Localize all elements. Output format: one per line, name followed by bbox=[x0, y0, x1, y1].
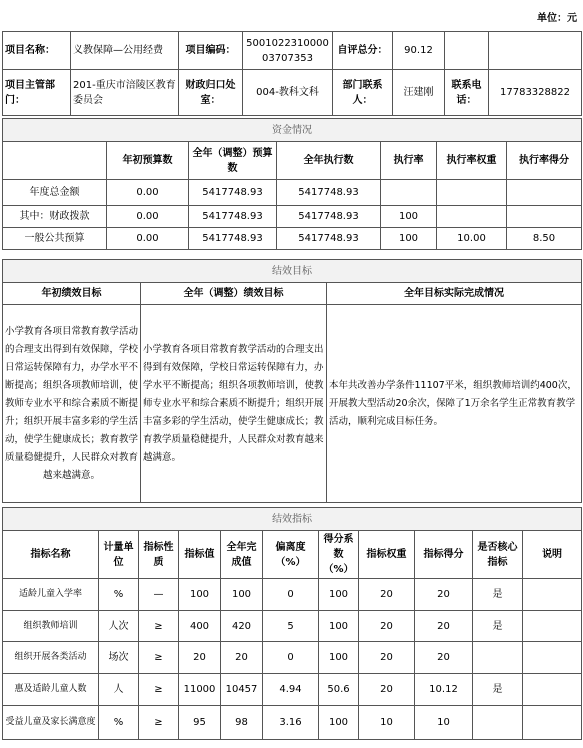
empty-cell bbox=[489, 32, 582, 70]
unit-label: 单位：元 bbox=[537, 13, 577, 24]
indicator-cell: 400 bbox=[179, 611, 221, 642]
indicator-cell bbox=[523, 579, 582, 611]
contact-label: 部门联系人： bbox=[333, 70, 393, 116]
indicator-cell: 人 bbox=[99, 674, 139, 706]
indicator-cell: 11000 bbox=[179, 674, 221, 706]
indicator-cell: 20 bbox=[359, 579, 415, 611]
indicator-header: 得分系数（%） bbox=[319, 531, 359, 579]
indicator-cell bbox=[473, 706, 523, 740]
indicator-cell bbox=[523, 706, 582, 740]
indicator-cell: 是 bbox=[473, 579, 523, 611]
indicator-cell: 20 bbox=[415, 579, 473, 611]
goals-header: 全年（调整）绩效目标 bbox=[141, 283, 327, 305]
funds-cell: 5417748.93 bbox=[189, 228, 277, 250]
project-code-label: 项目编码： bbox=[179, 32, 243, 70]
funds-cell: 100 bbox=[381, 228, 437, 250]
indicator-cell bbox=[523, 674, 582, 706]
project-code: 500102231000003707353 bbox=[243, 32, 333, 70]
funds-header: 全年（调整）预算数 bbox=[189, 142, 277, 180]
indicator-cell: 20 bbox=[359, 611, 415, 642]
goals-table bbox=[2, 259, 582, 503]
goals-section-title: 结效目标 bbox=[3, 260, 582, 283]
empty-cell bbox=[3, 142, 107, 180]
funds-cell: 0.00 bbox=[107, 180, 189, 206]
funds-row-label: 一般公共预算 bbox=[3, 228, 107, 250]
funds-cell: 5417748.93 bbox=[189, 180, 277, 206]
indicator-cell bbox=[523, 642, 582, 674]
indicator-cell bbox=[523, 611, 582, 642]
indicator-cell: 20 bbox=[179, 642, 221, 674]
indicator-header: 指标权重 bbox=[359, 531, 415, 579]
indicator-header: 全年完成值 bbox=[221, 531, 263, 579]
indicator-header: 偏离度（%） bbox=[263, 531, 319, 579]
funds-cell: 5417748.93 bbox=[277, 206, 381, 228]
indicator-cell: 场次 bbox=[99, 642, 139, 674]
indicator-cell: ≥ bbox=[139, 706, 179, 740]
funds-cell: 5417748.93 bbox=[277, 228, 381, 250]
funds-header: 年初预算数 bbox=[107, 142, 189, 180]
indicator-cell bbox=[473, 642, 523, 674]
funds-cell: 5417748.93 bbox=[277, 180, 381, 206]
indicator-cell: 10.12 bbox=[415, 674, 473, 706]
funds-row-label: 其中：财政拨款 bbox=[3, 206, 107, 228]
funds-cell: 8.50 bbox=[507, 228, 582, 250]
funds-cell: 10.00 bbox=[437, 228, 507, 250]
indicator-cell: 10457 bbox=[221, 674, 263, 706]
indicator-header: 指标性质 bbox=[139, 531, 179, 579]
indicator-cell: 10 bbox=[359, 706, 415, 740]
project-name: 义教保障—公用经费 bbox=[71, 32, 179, 70]
indicator-row bbox=[3, 642, 582, 674]
funds-header: 执行率权重 bbox=[437, 142, 507, 180]
indicator-cell: 20 bbox=[221, 642, 263, 674]
indicator-header: 计量单位 bbox=[99, 531, 139, 579]
project-name-label: 项目名称： bbox=[3, 32, 71, 70]
funds-cell: 100 bbox=[381, 206, 437, 228]
indicator-row bbox=[3, 706, 582, 740]
indicator-cell: 95 bbox=[179, 706, 221, 740]
indicator-cell: % bbox=[99, 579, 139, 611]
funds-header: 执行率得分 bbox=[507, 142, 582, 180]
indicator-cell: ≥ bbox=[139, 674, 179, 706]
funds-table bbox=[2, 118, 582, 250]
funds-cell bbox=[381, 180, 437, 206]
indicator-header: 指标得分 bbox=[415, 531, 473, 579]
phone-value: 17783328822 bbox=[489, 70, 582, 116]
self-score-label: 自评总分： bbox=[333, 32, 393, 70]
funds-cell bbox=[507, 206, 582, 228]
indicator-cell: 100 bbox=[179, 579, 221, 611]
indicator-cell: 20 bbox=[415, 611, 473, 642]
indicator-cell: % bbox=[99, 706, 139, 740]
indicator-cell: 20 bbox=[359, 674, 415, 706]
indicator-cell: 50.6 bbox=[319, 674, 359, 706]
indicator-cell: 0 bbox=[263, 579, 319, 611]
indicator-cell: 5 bbox=[263, 611, 319, 642]
indicator-cell: 100 bbox=[319, 706, 359, 740]
indicator-cell: — bbox=[139, 579, 179, 611]
dept-label: 项目主管部门： bbox=[3, 70, 71, 116]
indicator-cell: 3.16 bbox=[263, 706, 319, 740]
funds-cell: 5417748.93 bbox=[189, 206, 277, 228]
indicator-cell: 100 bbox=[221, 579, 263, 611]
indicator-header: 指标值 bbox=[179, 531, 221, 579]
office-value: 004-教科文科 bbox=[243, 70, 333, 116]
indicator-header: 是否核心指标 bbox=[473, 531, 523, 579]
indicator-name: 受益儿童及家长满意度 bbox=[3, 706, 99, 740]
initial-goal-text: 小学教育各项目常教育教学活动的合理支出得到有效保障，学校日常运转保障有力，办学水平不断提高；组织各项教师培训，使教师专业水平和综合素质不断提升；组织开展丰富多彩的学生活动，使学生健康成长；教育教学质量稳健提升，人民群众对教育越来越满意。 bbox=[3, 305, 141, 503]
indicator-cell: 98 bbox=[221, 706, 263, 740]
goals-header: 年初绩效目标 bbox=[3, 283, 141, 305]
indicator-cell: ≥ bbox=[139, 611, 179, 642]
indicator-name: 组织开展各类活动 bbox=[3, 642, 99, 674]
indicator-row bbox=[3, 579, 582, 611]
indicator-cell: 20 bbox=[415, 642, 473, 674]
indicator-row bbox=[3, 611, 582, 642]
indicator-name: 组织教师培训 bbox=[3, 611, 99, 642]
indicator-cell: 420 bbox=[221, 611, 263, 642]
funds-section-title: 资金情况 bbox=[3, 119, 582, 142]
indicators-table bbox=[2, 507, 582, 740]
indicator-cell: 0 bbox=[263, 642, 319, 674]
indicator-header: 说明 bbox=[523, 531, 582, 579]
funds-cell: 0.00 bbox=[107, 228, 189, 250]
indicator-cell: 100 bbox=[319, 611, 359, 642]
indicator-name: 惠及适龄儿童人数 bbox=[3, 674, 99, 706]
phone-label: 联系电话： bbox=[445, 70, 489, 116]
indicators-section-title: 结效指标 bbox=[3, 508, 582, 531]
goals-header: 全年目标实际完成情况 bbox=[327, 283, 582, 305]
actual-completion-text: 本年共改善办学条件11107平米，组织教师培训约400次，开展教大型活动20余次，保障了1万余名学生正常教育教学活动，顺利完成目标任务。 bbox=[327, 305, 582, 503]
indicator-cell: 20 bbox=[359, 642, 415, 674]
funds-row-label: 年度总金额 bbox=[3, 180, 107, 206]
funds-header: 执行率 bbox=[381, 142, 437, 180]
funds-cell bbox=[437, 180, 507, 206]
funds-cell: 0.00 bbox=[107, 206, 189, 228]
funds-cell bbox=[507, 180, 582, 206]
indicator-cell: 10 bbox=[415, 706, 473, 740]
indicator-name: 适龄儿童入学率 bbox=[3, 579, 99, 611]
funds-cell bbox=[437, 206, 507, 228]
indicator-row bbox=[3, 674, 582, 706]
indicator-cell: 是 bbox=[473, 674, 523, 706]
self-score: 90.12 bbox=[393, 32, 445, 70]
indicator-cell: 是 bbox=[473, 611, 523, 642]
contact-value: 汪建刚 bbox=[393, 70, 445, 116]
indicator-cell: ≥ bbox=[139, 642, 179, 674]
project-info-table bbox=[2, 31, 582, 116]
funds-header: 全年执行数 bbox=[277, 142, 381, 180]
indicator-cell: 人次 bbox=[99, 611, 139, 642]
indicator-header: 指标名称 bbox=[3, 531, 99, 579]
indicator-cell: 100 bbox=[319, 642, 359, 674]
indicator-cell: 4.94 bbox=[263, 674, 319, 706]
dept-value: 201-重庆市涪陵区教育委员会 bbox=[71, 70, 179, 116]
adjusted-goal-text: 小学教育各项目常教育教学活动的合理支出得到有效保障，学校日常运转保障有力，办学水平不断提高；组织各项教师培训，使教师专业水平和综合素质不断提升；组织开展丰富多彩的学生活动，使学生健康成长；教育教学质量稳健提升，人民群众对教育越来越满意。 bbox=[141, 305, 327, 503]
empty-cell bbox=[445, 32, 489, 70]
indicator-cell: 100 bbox=[319, 579, 359, 611]
office-label: 财政归口处室： bbox=[179, 70, 243, 116]
